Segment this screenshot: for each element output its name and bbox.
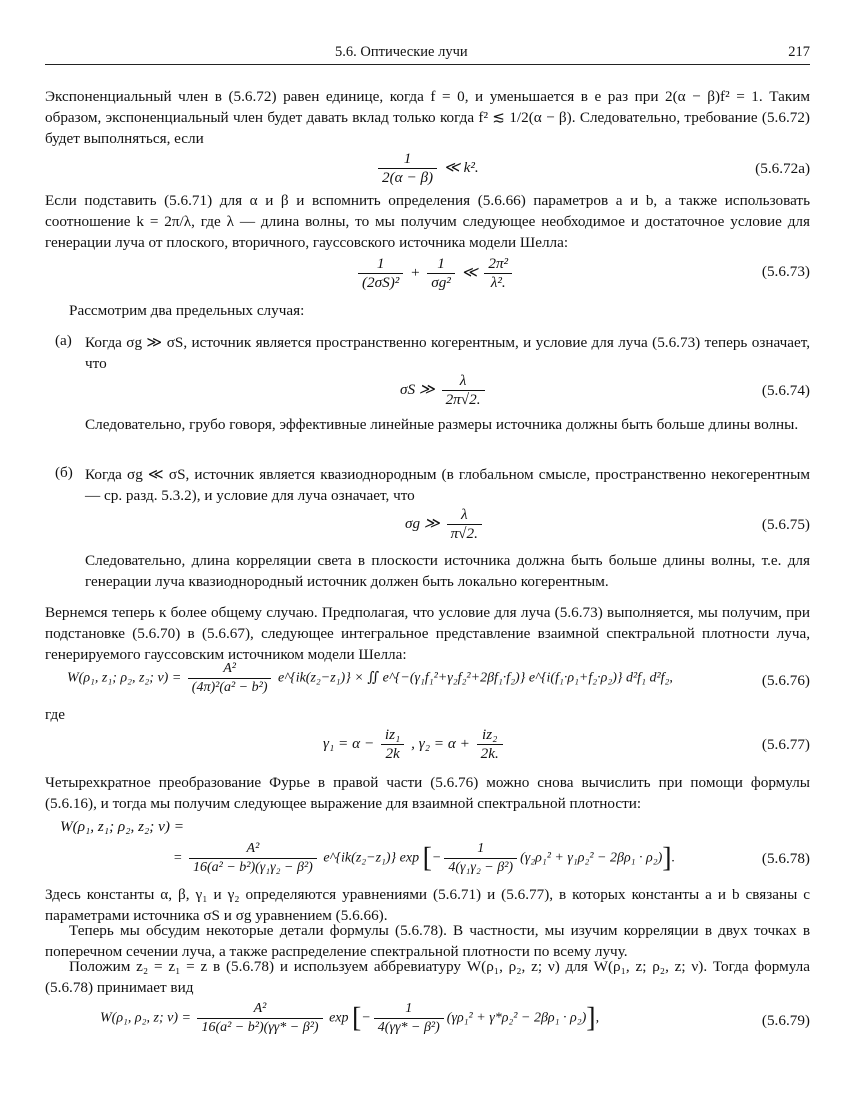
equation-5-6-75: σg ≫ $\frac{\lambda}{\pi√2.}$ (5.6.75): [405, 506, 810, 542]
case-b-conclusion: Следовательно, длина корреляции света в плоскости источника должна быть больше длины волны, т.е. для генерации луча квазиоднородный источник должен быть локально когерентным.: [85, 552, 810, 590]
equation-number: (5.6.73): [761, 263, 810, 280]
paragraph-4: Вернемся теперь к более общему случаю. Предполагая, что условие для луча (5.6.73) выполняется, мы получим, при подстановке (5.6.70) в (5.6.67), следующее интегральное представление взаимной спектральной плотности луча, генерируемого гауссовским источником модели Шелла:: [45, 604, 810, 663]
section-title: 5.6. Оптические лучи: [335, 44, 468, 60]
paragraph-7: Теперь мы обсудим некоторые детали формулы (5.6.78). В частности, мы изучим корреляции в двух точках в поперечном сечении луча, а также распределение спектральной плотности по всему лучу.: [45, 922, 810, 960]
paragraph-2: Если подставить (5.6.71) для α и β и вспомнить определения (5.6.66) параметров a и b, а также использовать соотношение k = 2π/λ, где λ — длина волны, то мы получим следующее необходимое и достаточное условие для генерации луча от плоского, вторичного, гауссовского источника модели Шелла:: [45, 192, 810, 251]
equation-number: (5.6.78): [761, 850, 810, 867]
equation-5-6-77: γ₁ = α − $\frac{\text{iz₁}}{2k}$ , γ₂ = α + $\frac{\text{iz₂}}{2k.}$ (5.6.77): [323, 726, 810, 762]
case-b: (б) Когда σg ≪ σS, источник является квазиоднородным (в глобальном смысле, пространственно некогерентным — ср. разд. 5.3.2), и условие для луча означает, что: [55, 464, 810, 504]
paragraph-8: Положим z₂ = z₁ = z в (5.6.78) и используем аббревиатуру W(ρ₁, ρ₂, z; ν) для W(ρ₁, z; ρ₂, z; ν). Тогда формула (5.6.78) принимает вид: [45, 958, 810, 996]
page-number: 217: [788, 44, 810, 60]
paragraph-1: Экспоненциальный член в (5.6.72) равен единице, когда f = 0, и уменьшается в e раз при 2(α − β)f² = 1. Таким образом, экспоненциальный член будет давать вклад только когда f² ≲ 1/2(α − β). Следовательно, требование (5.6.72) будет выполняться, если: [45, 88, 810, 147]
paragraph-5: Четырехкратное преобразование Фурье в правой части (5.6.76) можно снова вычислить при помощи формулы (5.6.16), и тогда мы получим следующее выражение для взаимной спектральной плотности:: [45, 774, 810, 812]
paragraph-3: Рассмотрим два предельных случая:: [69, 302, 305, 319]
paragraph-6: Здесь константы α, β, γ₁ и γ₂ определяются уравнениями (5.6.71) и (5.6.77), в которых константы a и b связаны с параметрами источника σS и σg уравнением (5.6.66).: [45, 886, 810, 924]
equation-number: (5.6.74): [761, 382, 810, 399]
equation-number: (5.6.79): [761, 1012, 810, 1029]
equation-5-6-79: W(ρ₁, ρ₂, z; ν) = $\frac{\text{A²}}{\text{16(a² − b²)(γγ* − β²)}}$ exp [− $\frac{1}{\text{4(γγ* − β²)}}$ (γρ₁² + γ*ρ₂² − 2βρ₁ · ρ₂)], (5.6.79): [100, 1001, 810, 1035]
case-a-conclusion: Следовательно, грубо говоря, эффективные линейные размеры источника должны быть больше длины волны.: [85, 416, 799, 433]
equation-5-6-78: W(ρ₁, z₁; ρ₂, z₂; ν) = = $\frac{\text{A²}}{\text{16(a² − b²)(γ₁γ₂ − β²)}}$ e^{ik(z₂−z₁)} exp [− $\frac{1}{\text{4(γ₁γ₂ − β²)}}$ (γ₂ρ₁² + γ₁ρ₂² − 2βρ₁ · ρ₂)]. (5.6.78): [60, 818, 810, 875]
equation-number: (5.6.77): [761, 736, 810, 753]
equation-5-6-72a: $\frac{1}{2(\alpha - \beta)}$ ≪ k². (5.6.72a): [45, 150, 810, 190]
where-label: где: [45, 706, 65, 723]
equation-number: (5.6.75): [761, 516, 810, 533]
equation-number: (5.6.76): [761, 672, 810, 689]
fraction: $\frac{1}{2(\alpha - \beta)}$: [378, 150, 437, 187]
case-a: (a) Когда σg ≫ σS, источник является пространственно когерентным, и условие для луча (5.6.73) теперь означает, что: [55, 332, 810, 372]
equation-5-6-74: σS ≫ $\frac{\lambda}{2\pi√2.}$ (5.6.74): [400, 372, 810, 408]
equation-number: (5.6.72a): [755, 160, 810, 177]
equation-5-6-76: W(ρ₁, z₁; ρ₂, z₂; ν) = $\frac{\text{A²}}{\text{(4π)²(a² − b²)}}$ e^{ik(z₂−z₁)} × ∬ e^{−(γ₁f₁²+γ₂f₂²+2βf₁·f₂)} e^{i(f₁·ρ₁+f₂·ρ₂)} d²f₁ d²f₂, (5.6.76): [67, 661, 810, 695]
running-header: [45, 44, 810, 65]
equation-5-6-73: $\frac{1}{\text{(2σS)²}}$ + $\frac{1}{\text{σg²}}$ ≪ $\frac{\text{2π²}}{\text{λ².}}$ (5.6.73): [45, 255, 810, 295]
